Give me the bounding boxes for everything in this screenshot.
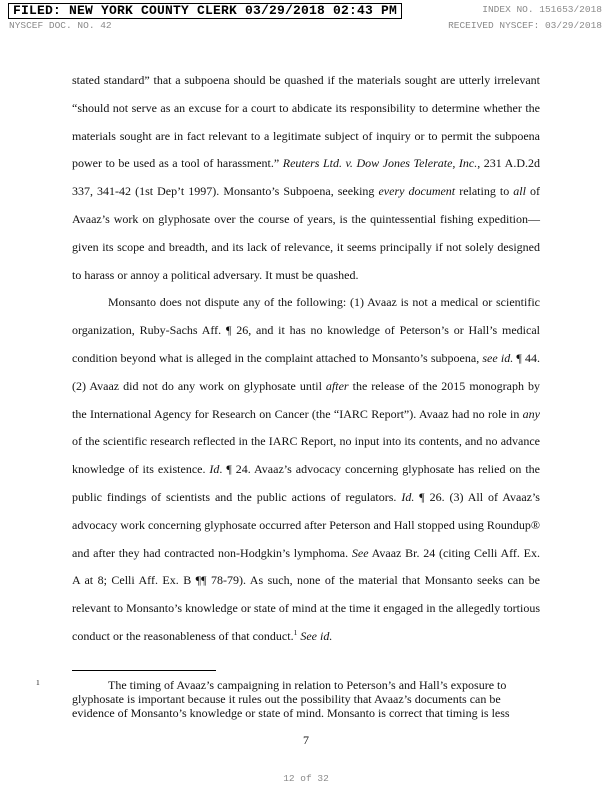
footnote-text: The timing of Avaaz’s campaigning in relation to Peterson’s and Hall’s exposure to glyphosate is important because it rules out the possibility that Avaaz’s documents can be evidence of Monsanto’s knowledge or state of mind. Monsanto is correct that timing is less	[72, 678, 510, 720]
footnote-divider	[72, 670, 216, 671]
paragraph-1	[72, 67, 540, 289]
index-number: INDEX NO. 151653/2018	[482, 4, 602, 15]
p2-text-6: ¶ 26. (3) All of Avaaz’s advocacy work concerning glyphosate occurred after Peterson and Hall stopped using Roundup® and after they had contracted non-Hodgkin’s lymphoma.	[72, 489, 540, 560]
page-of-total: 12 of 32	[283, 773, 329, 784]
citation-id-1: Id	[209, 462, 220, 477]
emphasis-after: after	[325, 378, 349, 393]
page-number: 7	[303, 733, 309, 747]
p2-text-1: Monsanto does not dispute any of the following: (1) Avaaz is not a medical or scientific organization, Ruby-Sachs Aff. ¶ 26, and it has no knowledge of Peterson’s or Hall’s medical condition beyond what is alleged in the complaint attached to Monsanto’s subpoena,	[72, 295, 540, 365]
footnote-mark: 1	[36, 678, 40, 687]
p1-text-4: of Avaaz’s work on glyphosate over the course of years, is the quintessential fishing expedition—given its scope and breadth, and its lack of relevance, it seems principally if not solely designed to harass or annoy a political adversary. It must be quashed.	[72, 184, 540, 282]
citation-see: See	[351, 545, 369, 560]
paragraph-2	[72, 289, 540, 650]
emphasis-every-document: every document	[378, 184, 456, 199]
citation-id-2: Id.	[401, 489, 415, 504]
p2-text-7: Avaaz Br. 24 (citing Celli Aff. Ex. A at 8; Celli Aff. Ex. B ¶¶ 78-79). As such, none of the material that Monsanto seeks can be relevant to Monsanto’s knowledge or state of mind at the time it engaged in the allegedly tortious conduct or the reasonableness of that conduct.	[72, 545, 541, 643]
filed-stamp: FILED: NEW YORK COUNTY CLERK 03/29/2018 02:43 PM	[8, 3, 402, 19]
emphasis-any: any	[522, 406, 540, 421]
nyscef-doc-number: NYSCEF DOC. NO. 42	[9, 20, 112, 31]
p1-text-3: relating to	[455, 184, 514, 199]
citation-see-id-2: See id.	[300, 628, 333, 643]
received-date: RECEIVED NYSCEF: 03/29/2018	[448, 20, 602, 31]
p2-text-5: . ¶ 24. Avaaz’s advocacy concerning glyphosate has relied on the public findings of scientists and the public actions of regulators.	[72, 462, 540, 504]
citation-see-id: see id.	[482, 350, 514, 365]
p1-text-2: , 231 A.D.2d 337, 341-42 (1st Dep’t 1997). Monsanto’s Subpoena, seeking	[72, 156, 541, 199]
case-citation: Reuters Ltd. v. Dow Jones Telerate, Inc.	[282, 156, 478, 171]
footnote-1	[36, 678, 540, 720]
p1-text-1: stated standard” that a subpoena should be quashed if the materials sought are utterly irrelevant “should not serve as an excuse for a court to abdicate its responsibility to determine whether the materials sought are in fact relevant to a legitimate subject of inquiry or to permit the subpoena power to be used as a tool of harassment.”	[72, 73, 540, 171]
p2-text-3: the release of the 2015 monograph by the International Agency for Research on Cancer (the “IARC Report”). Avaaz had no role in	[72, 378, 540, 421]
p2-text-4: of the scientific research reflected in the IARC Report, no input into its contents, and no advance knowledge of its existence.	[72, 434, 540, 477]
footnote-reference[interactable]: 1	[293, 627, 298, 637]
p2-text-2: ¶ 44. (2) Avaaz did not do any work on glyphosate until	[72, 350, 541, 393]
emphasis-all: all	[513, 184, 526, 199]
document-body	[72, 67, 540, 651]
